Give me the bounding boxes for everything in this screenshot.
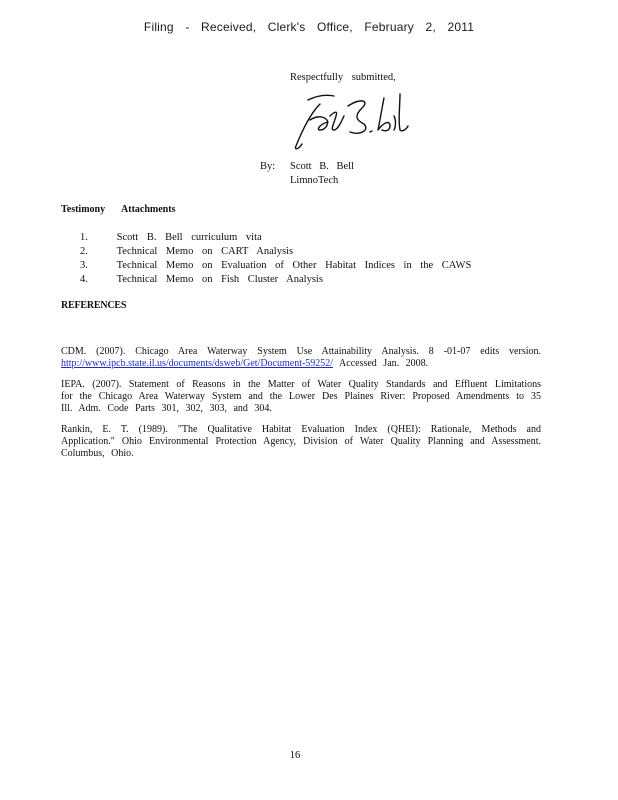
attachment-item bbox=[80, 259, 471, 273]
attachments-list bbox=[80, 231, 471, 287]
attachment-text: Technical Memo on CART Analysis bbox=[116, 246, 294, 257]
by-label: By: bbox=[260, 161, 276, 172]
attachment-number: 2. bbox=[80, 246, 88, 257]
reference-text-tail: Accessed Jan. 2008. bbox=[333, 358, 429, 369]
page-number: 16 bbox=[289, 750, 301, 761]
reference-text: Rankin, E. T. (1989). "The Qualitative Habitat Evaluation Index (QHEI): Rationale, Methods and Application." Ohio Environmental Protection Agency, Division of Water Quality Planning and Assessment. Columbus, Ohio. bbox=[61, 424, 541, 459]
attachment-item bbox=[80, 231, 471, 245]
attachment-number: 4. bbox=[80, 274, 88, 285]
reference-entry bbox=[61, 424, 541, 460]
attachment-text: Technical Memo on Fish Cluster Analysis bbox=[116, 274, 323, 285]
signer-organization: LimnoTech bbox=[290, 175, 339, 186]
signer-name: Scott B. Bell bbox=[290, 161, 354, 172]
reference-entry bbox=[61, 379, 541, 415]
attachments-heading: Testimony Attachments bbox=[61, 204, 176, 215]
attachment-number: 1. bbox=[80, 232, 88, 243]
references-list bbox=[61, 346, 541, 469]
attachment-text: Technical Memo on Evaluation of Other Habitat Indices in the CAWS bbox=[116, 260, 472, 271]
handwritten-signature bbox=[290, 86, 410, 154]
reference-entry bbox=[61, 346, 541, 370]
reference-link[interactable]: http://www.ipcb.state.il.us/documents/dsweb/Get/Document-59252/ bbox=[61, 358, 334, 369]
attachment-text: Scott B. Bell curriculum vita bbox=[116, 232, 262, 243]
reference-text: CDM. (2007). Chicago Area Waterway System Use Attainability Analysis. 8 -01-07 edits version. bbox=[61, 346, 541, 357]
attachment-item bbox=[80, 273, 471, 287]
closing-text: Respectfully submitted, bbox=[290, 72, 396, 83]
references-heading: REFERENCES bbox=[61, 300, 127, 311]
attachment-item bbox=[80, 245, 471, 259]
reference-text: IEPA. (2007). Statement of Reasons in the Matter of Water Quality Standards and Effluent Limitations for the Chicago Area Waterway System and the Lower Des Plaines River: Proposed Amendments to 35 Ill. Adm. Code Parts 301, 302, 303, and 304. bbox=[61, 379, 541, 414]
filing-header: Filing - Received, Clerk's Office, February 2, 2011 bbox=[143, 20, 475, 34]
attachment-number: 3. bbox=[80, 260, 88, 271]
